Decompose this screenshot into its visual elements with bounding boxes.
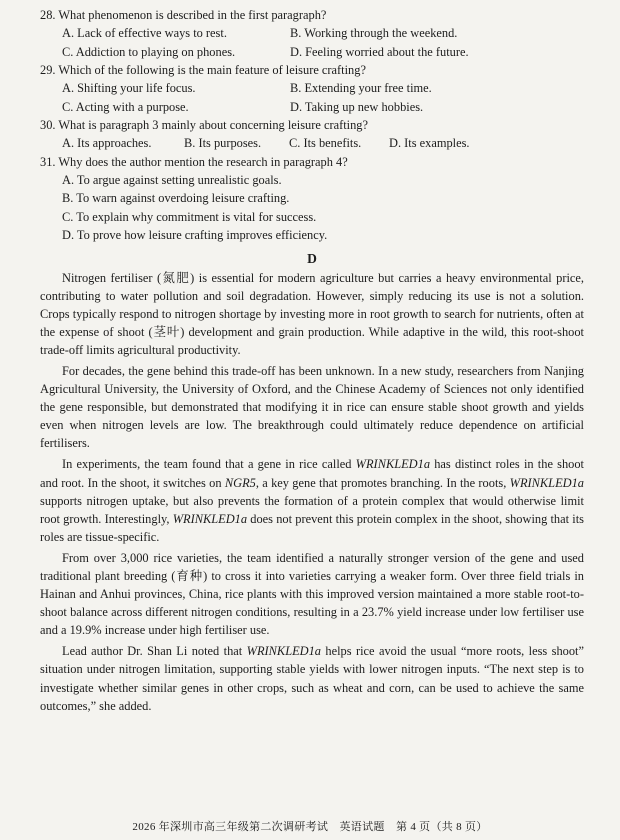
question-30	[40, 116, 584, 153]
option-c: C. Addiction to playing on phones.	[62, 44, 236, 59]
question-29	[40, 61, 584, 116]
option-d: D. Taking up new hobbies.	[290, 99, 424, 114]
question-stem: 29. Which of the following is the main feature of leisure crafting?	[40, 63, 366, 77]
passage-paragraph-4: From over 3,000 rice varieties, the team identified a naturally stronger version of the gene and used traditional plant breeding (育种) to cross it into varieties carrying a weaker form. Over three field trials in Hainan and Anhui provinces, China, rice plants with this improved version maintained a more stable root-to-shoot balance across different nitrogen conditions, resulting in a 23.7% yield increase under low fertiliser use and a 19.9% increase under high fertiliser use.	[40, 550, 584, 638]
question-31	[40, 153, 584, 245]
passage-paragraph-5: Lead author Dr. Shan Li noted that WRINKLED1a helps rice avoid the usual “more roots, less shoot” situation under nitrogen limitation, supporting stable yields with lower nitrogen inputs. “The next step is to investigate whether similar genes in other crops, such as wheat and corn, can be used to achieve the same outcomes,” she added.	[40, 644, 584, 713]
passage-paragraph-1: Nitrogen fertiliser (氮肥) is essential for modern agriculture but carries a heavy environmental price, contributing to water pollution and soil degradation. However, simply reducing its use is not a solution. Crops typically respond to nitrogen shortage by investing more in root growth to search for nutrients, often at the expense of shoot (茎叶) development and grain production. While adaptive in the wild, this root-shoot trade-off limits agricultural productivity.	[40, 270, 584, 357]
option-d: D. Its examples.	[389, 136, 470, 150]
option-a: A. Lack of effective ways to rest.	[62, 26, 227, 40]
section-title: D	[307, 250, 317, 266]
option-b: B. Working through the weekend.	[290, 26, 458, 40]
passage-paragraph-2: For decades, the gene behind this trade-off has been unknown. In a new study, researchers from Nanjing Agricultural University, the University of Oxford, and the Chinese Academy of Sciences not only identified the gene responsible, but demonstrated that modifying it in rice can ensure stable shoot growth and yields even when nitrogen levels are low. The breakthrough could ultimately reduce dependence on artificial fertilisers.	[40, 363, 584, 451]
passage-paragraph-3: In experiments, the team found that a gene in rice called WRINKLED1a has distinct roles in the shoot and root. In the shoot, it switches on NGR5, a key gene that promotes branching. In the roots, WRINKLED1a supports nitrogen uptake, but also prevents the formation of a protein complex that would otherwise limit root growth. Interestingly, WRINKLED1a does not prevent this protein complex in the shoot, showing that its roles are tissue-specific.	[40, 457, 585, 544]
option-c: C. Its benefits.	[289, 136, 362, 150]
option-a: A. Its approaches.	[62, 136, 152, 150]
option-c: C. To explain why commitment is vital for success.	[62, 209, 317, 224]
option-d: D. To prove how leisure crafting improves efficiency.	[62, 228, 328, 242]
option-b: B. To warn against overdoing leisure crafting.	[62, 191, 290, 205]
question-stem: 30. What is paragraph 3 mainly about concerning leisure crafting?	[40, 118, 369, 132]
question-28	[40, 6, 584, 61]
option-c: C. Acting with a purpose.	[62, 99, 189, 114]
option-b: B. Extending your free time.	[290, 81, 432, 95]
page-footer: 2026 年深圳市高三年级第二次调研考试 英语试题 第 4 页（共 8 页）	[132, 821, 488, 833]
question-stem: 31. Why does the author mention the research in paragraph 4?	[40, 154, 348, 169]
question-stem: 28. What phenomenon is described in the first paragraph?	[40, 8, 327, 22]
option-a: A. To argue against setting unrealistic goals.	[62, 172, 282, 187]
option-d: D. Feeling worried about the future.	[290, 44, 469, 59]
option-a: A. Shifting your life focus.	[62, 81, 196, 95]
option-b: B. Its purposes.	[184, 136, 262, 150]
